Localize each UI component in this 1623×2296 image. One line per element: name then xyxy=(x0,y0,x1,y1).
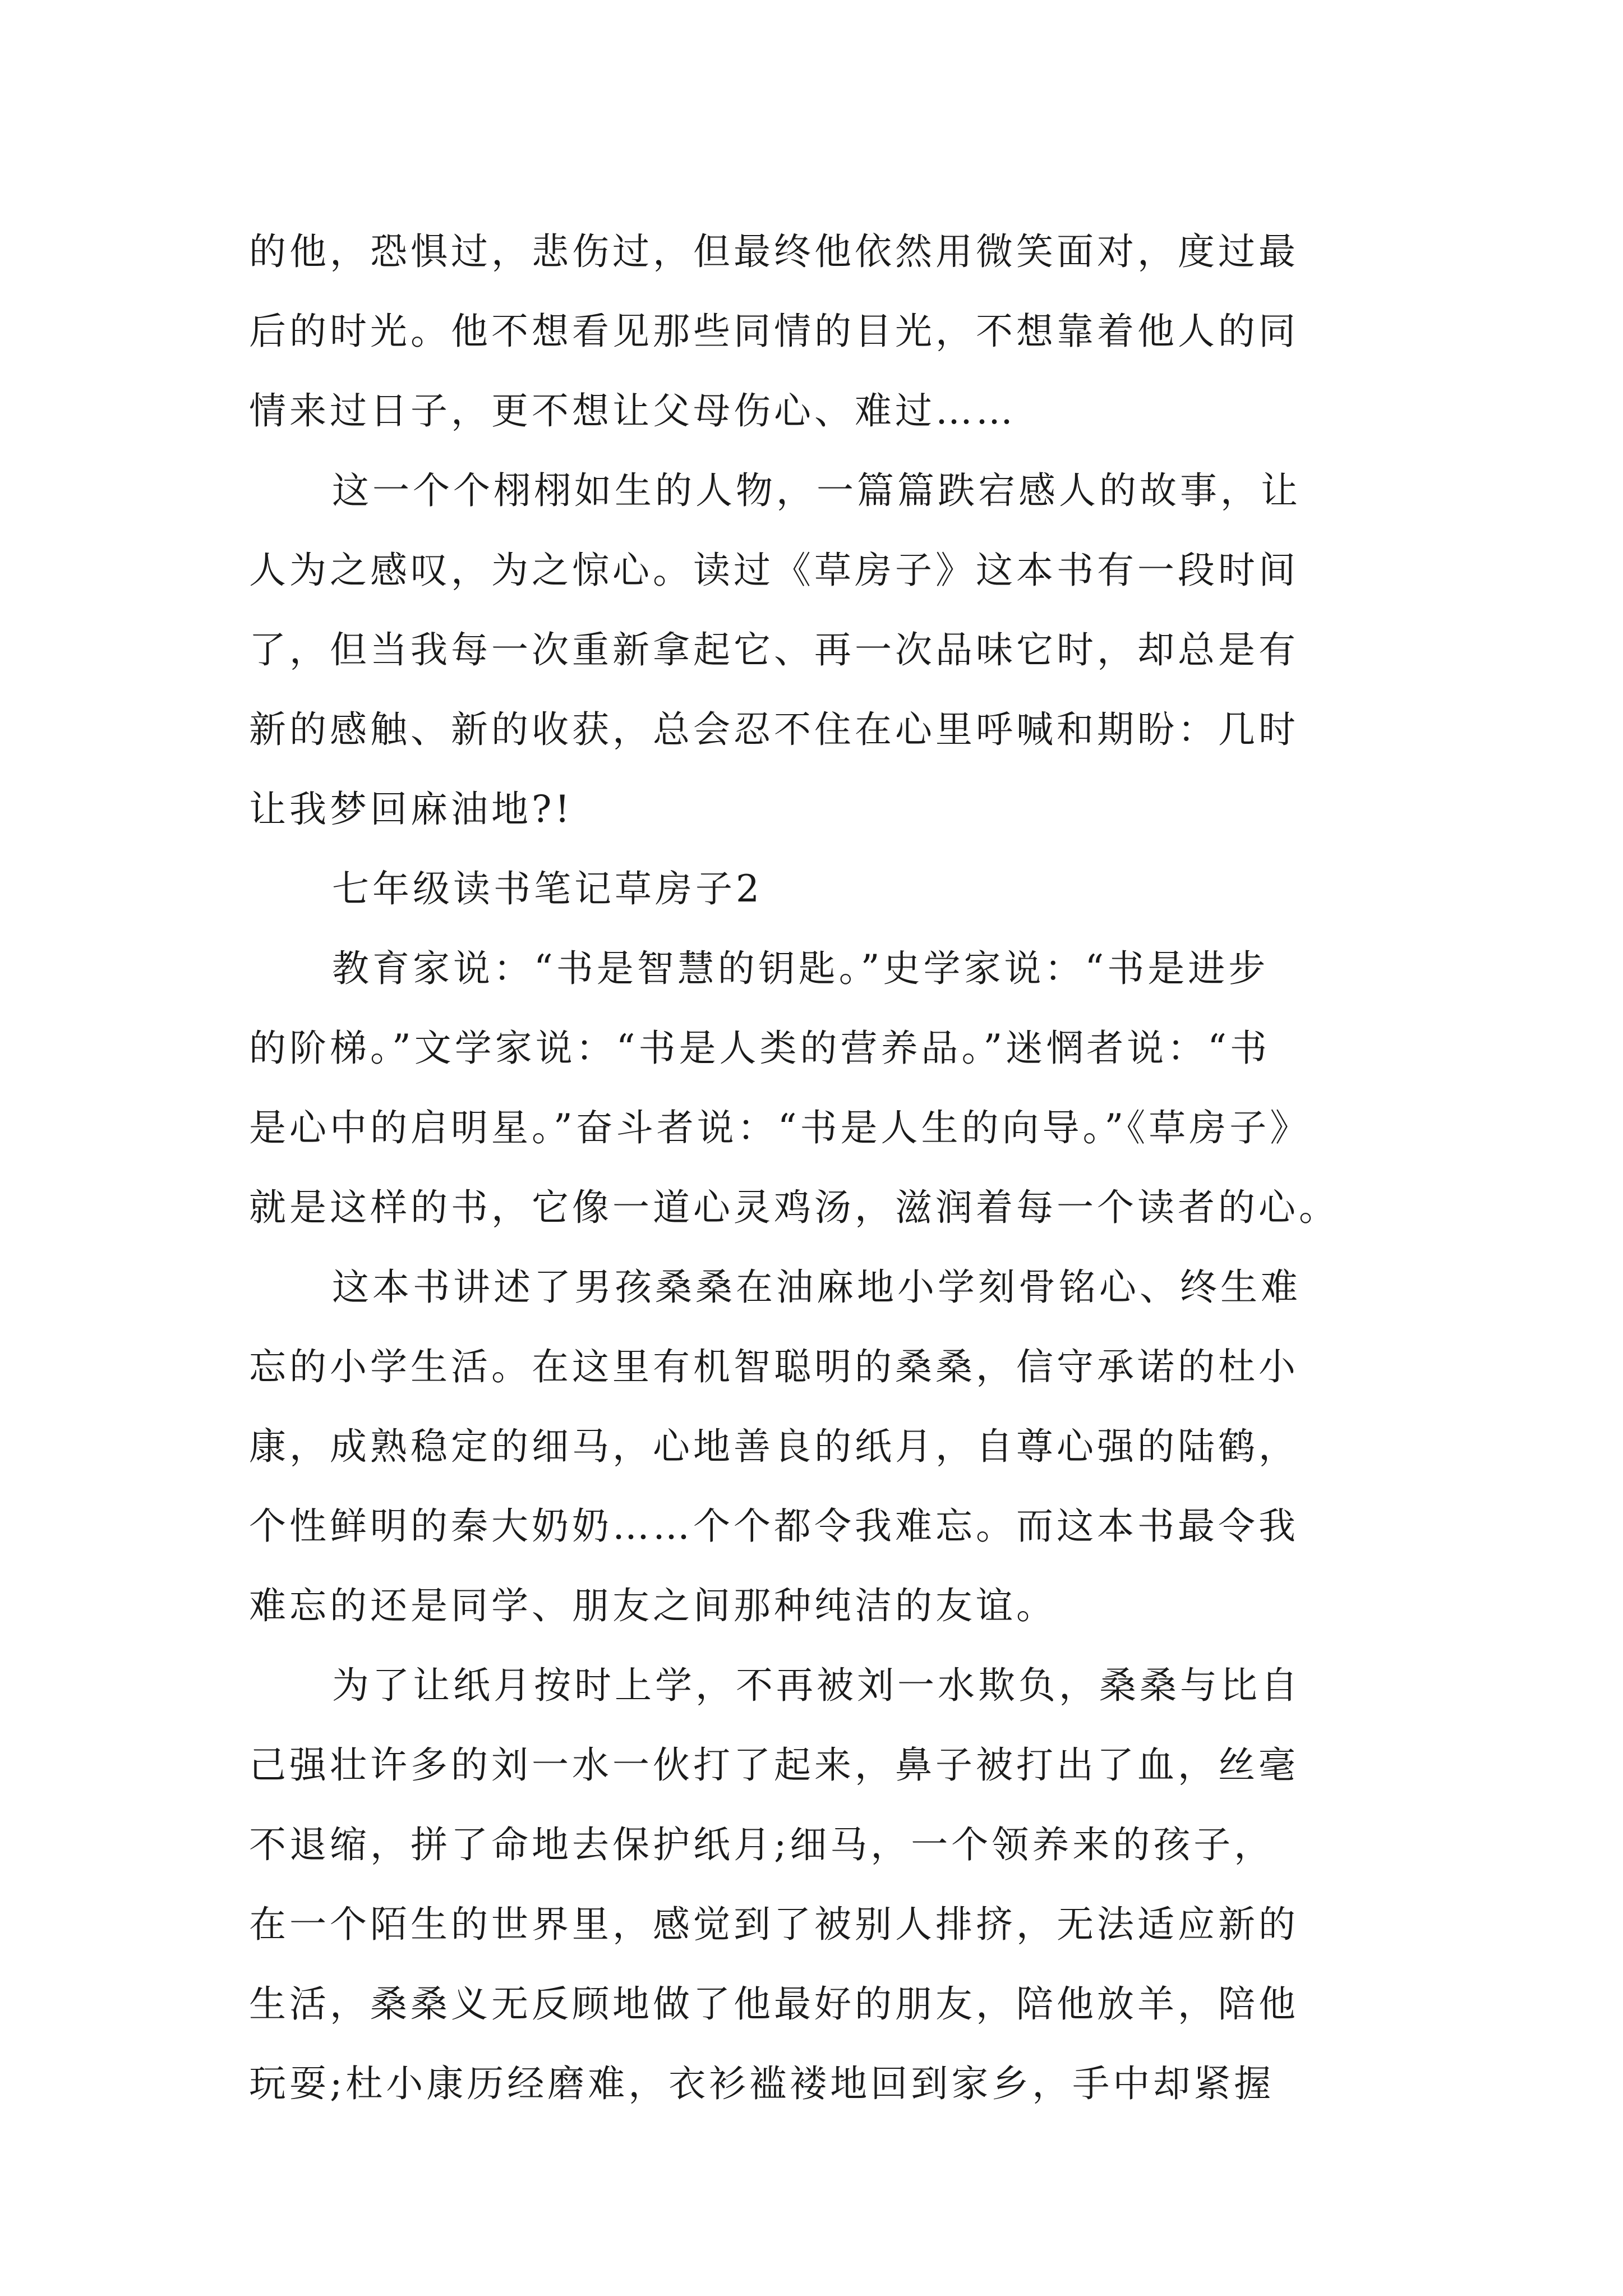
text-line: 在一个陌生的世界里，感觉到了被别人排挤，无法适应新的 xyxy=(249,1903,1299,1946)
paragraph-start-line: 这本书讲述了男孩桑桑在油麻地小学刻骨铭心、终生难 xyxy=(332,1266,1301,1309)
text-line: 是心中的启明星。”奋斗者说：“书是人生的向导。”《草房子》 xyxy=(249,1106,1311,1149)
text-line: 让我梦回麻油地?! xyxy=(249,788,573,831)
text-line: 的阶梯。”文学家说：“书是人类的营养品。”迷惘者说：“书 xyxy=(249,1027,1270,1070)
text-line: 不退缩，拼了命地去保护纸月;细马，一个领养来的孩子， xyxy=(249,1823,1275,1866)
text-line: 难忘的还是同学、朋友之间那种纯洁的友谊。 xyxy=(249,1584,1057,1627)
text-line: 的他，恐惧过，悲伤过，但最终他依然用微笑面对，度过最 xyxy=(249,230,1299,273)
text-line: 玩耍;杜小康历经磨难，衣衫褴褛地回到家乡，手中却紧握 xyxy=(249,2062,1275,2105)
text-line: 康，成熟稳定的细马，心地善良的纸月，自尊心强的陆鹤， xyxy=(249,1425,1299,1468)
text-line: 生活，桑桑义无反顾地做了他最好的朋友，陪他放羊，陪他 xyxy=(249,1982,1299,2026)
paragraph-start-line: 这一个个栩栩如生的人物，一篇篇跌宕感人的故事，让 xyxy=(332,469,1301,512)
text-line: 情来过日子，更不想让父母伤心、难过…… xyxy=(249,389,1016,432)
paragraph-start-line: 教育家说：“书是智慧的钥匙。”史学家说：“书是进步 xyxy=(332,947,1269,990)
paragraph-start-line: 为了让纸月按时上学，不再被刘一水欺负，桑桑与比自 xyxy=(332,1664,1301,1707)
text-line: 忘的小学生活。在这里有机智聪明的桑桑，信守承诺的杜小 xyxy=(249,1345,1299,1388)
text-line: 人为之感叹，为之惊心。读过《草房子》这本书有一段时间 xyxy=(249,549,1299,592)
text-line: 后的时光。他不想看见那些同情的目光，不想靠着他人的同 xyxy=(249,310,1299,353)
text-line: 新的感触、新的收获，总会忍不住在心里呼喊和期盼：几时 xyxy=(249,708,1299,751)
text-line: 了，但当我每一次重新拿起它、再一次品味它时，却总是有 xyxy=(249,628,1299,671)
section-heading: 七年级读书笔记草房子2 xyxy=(332,867,763,910)
document-body xyxy=(249,212,1393,2124)
text-line: 个性鲜明的秦大奶奶……个个都令我难忘。而这本书最令我 xyxy=(249,1504,1299,1548)
text-line: 己强壮许多的刘一水一伙打了起来，鼻子被打出了血，丝毫 xyxy=(249,1743,1299,1787)
text-line: 就是这样的书，它像一道心灵鸡汤，滋润着每一个读者的心。 xyxy=(249,1186,1339,1229)
